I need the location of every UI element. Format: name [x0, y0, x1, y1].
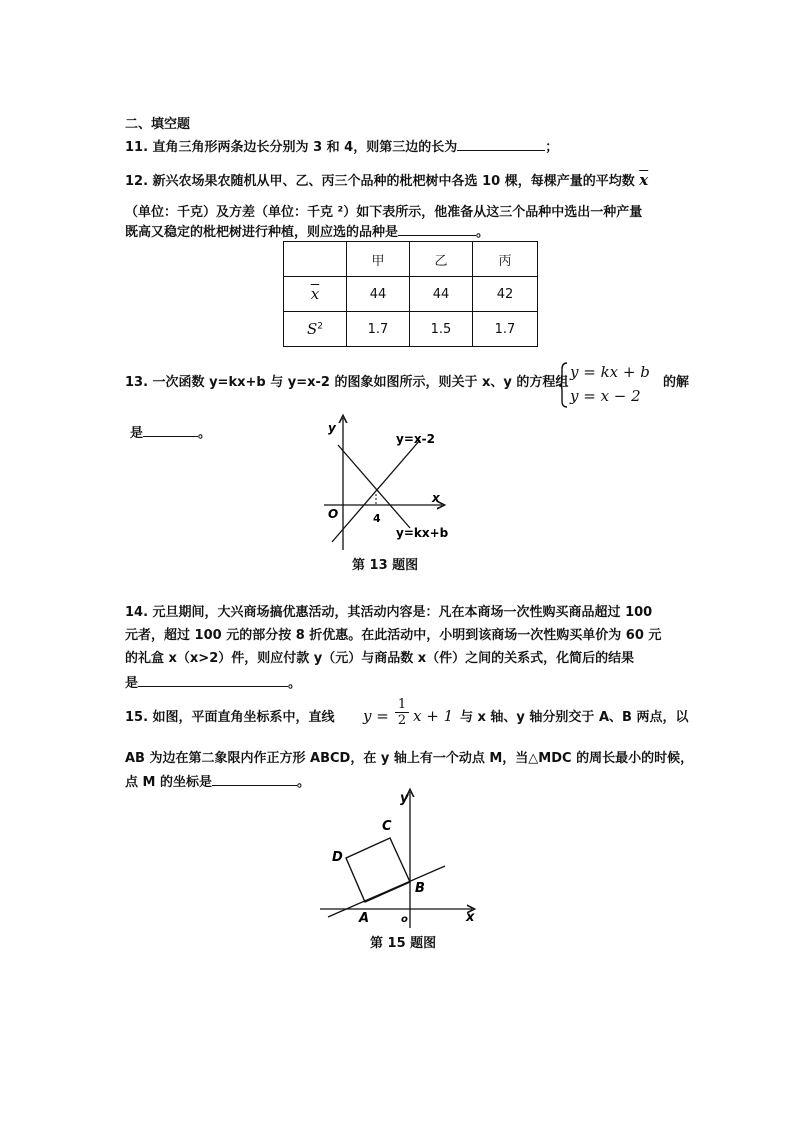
q15-line1b: x + 1 — [413, 707, 454, 725]
q12-line2: （单位：千克）及方差（单位：千克 ²）如下表所示，他准备从这三个品种中选出一种产量 — [125, 205, 643, 220]
q13-eq2: y = x − 2 — [570, 387, 641, 405]
q15-origin: o — [401, 914, 408, 925]
q13-label-y-kx-b: y=kx+b — [396, 526, 449, 540]
table-header-cell: 丙 — [473, 242, 538, 277]
question-12-line1 — [125, 172, 648, 190]
q13-line2: 是 — [130, 426, 144, 441]
table-cell: 1.7 — [473, 312, 538, 347]
q13-tick-4: 4 — [373, 512, 381, 525]
table-cell: 44 — [410, 277, 473, 312]
q15-line1c: 与 x 轴、y 轴分别交于 A、B 两点，以 — [460, 710, 689, 725]
q15-frac-num: 1 — [397, 697, 407, 712]
q15-point-B: B — [415, 881, 425, 896]
table-header-cell: 乙 — [410, 242, 473, 277]
section-title: 二、填空题 — [125, 117, 191, 132]
q14-line2: 元者，超过 100 元的部分按 8 折优惠。在此活动中，小明到该商场一次性购买单价为 60 元 — [125, 628, 662, 643]
table-row — [284, 312, 538, 347]
q13-eq1: y = kx + b — [570, 363, 650, 381]
q13-brace — [558, 362, 568, 408]
q14-line4: 是 — [125, 676, 139, 691]
q15-y-equals: y = — [363, 707, 389, 725]
q15-answer-blank — [212, 773, 297, 786]
question-14-line4 — [125, 674, 301, 692]
q15-line1a: 15. 如图，平面直角坐标系中，直线 — [125, 710, 335, 725]
q15-y-label: y — [400, 791, 409, 806]
q12-end: 。 — [476, 225, 490, 240]
question-11 — [125, 138, 558, 156]
table-cell: 1.7 — [347, 312, 410, 347]
q14-line3: 的礼盒 x（x>2）件，则应付款 y（元）与商品数 x（件）之间的关系式，化简后的结果 — [125, 651, 635, 666]
q13-caption: 第 13 题图 — [352, 558, 419, 573]
q11-text: 11. 直角三角形两条边长分别为 3 和 4，则第三边的长为 — [125, 140, 458, 155]
table-header-row — [284, 242, 538, 277]
q15-point-D: D — [332, 850, 343, 865]
table-row — [284, 277, 538, 312]
q15-point-A: A — [359, 911, 370, 926]
q12-line3: 既高又稳定的枇杷树进行种植，则应选的品种是 — [125, 225, 399, 240]
q11-answer-blank — [457, 138, 545, 151]
q13-tail: 的解 — [663, 375, 690, 390]
q15-figure — [310, 780, 490, 930]
q11-end: ； — [545, 140, 559, 155]
q13-y-label: y — [328, 421, 336, 435]
q15-x-label: x — [466, 910, 475, 925]
variety-table — [283, 241, 538, 347]
q15-line3: 点 M 的坐标是 — [125, 775, 212, 790]
q15-line2: AB 为边在第二象限内作正方形 ABCD，在 y 轴上有一个动点 M，当△MDC 的周长最小的时候， — [125, 751, 694, 766]
q14-answer-blank — [138, 674, 288, 687]
q12-line1: 12. 新兴农场果农随机从甲、乙、丙三个品种的枇杷树中各选 10 棵，每棵产量的平均数 — [125, 174, 635, 189]
q15-fraction — [395, 697, 409, 728]
q15-frac-den: 2 — [395, 712, 409, 728]
q13-origin: O — [328, 507, 339, 521]
q13-x-label: x — [432, 491, 440, 505]
q14-end: 。 — [288, 676, 302, 691]
table-cell: 44 — [347, 277, 410, 312]
table-header-cell: 甲 — [347, 242, 410, 277]
q13-answer-blank — [143, 424, 198, 437]
question-13-line2 — [130, 424, 211, 442]
table-row-label: $\overline{x}$ — [284, 277, 347, 312]
q15-caption: 第 15 题图 — [370, 936, 437, 951]
q14-line1: 14. 元旦期间，大兴商场搞优惠活动，其活动内容是：凡在本商场一次性购买商品超过 100 — [125, 605, 653, 620]
q12-xbar: $\overline{x}$ — [639, 171, 649, 189]
q15-square-ABCD — [346, 838, 410, 902]
question-12-line3 — [125, 223, 489, 241]
q13-figure — [310, 410, 470, 560]
question-15-line3 — [125, 773, 310, 791]
q12-answer-blank — [398, 223, 476, 236]
q13-label-y-x-2: y=x-2 — [396, 432, 435, 446]
q13-end: 。 — [198, 426, 212, 441]
table-cell: 42 — [473, 277, 538, 312]
q15-point-C: C — [382, 819, 392, 834]
table-cell: 1.5 — [410, 312, 473, 347]
q13-text: 13. 一次函数 y=kx+b 与 y=x-2 的图象如图所示，则关于 x、y 的方程组 — [125, 375, 569, 390]
table-row-label: $S^2$ — [284, 312, 347, 347]
table-header-cell — [284, 242, 347, 277]
q15-end: 。 — [297, 775, 311, 790]
